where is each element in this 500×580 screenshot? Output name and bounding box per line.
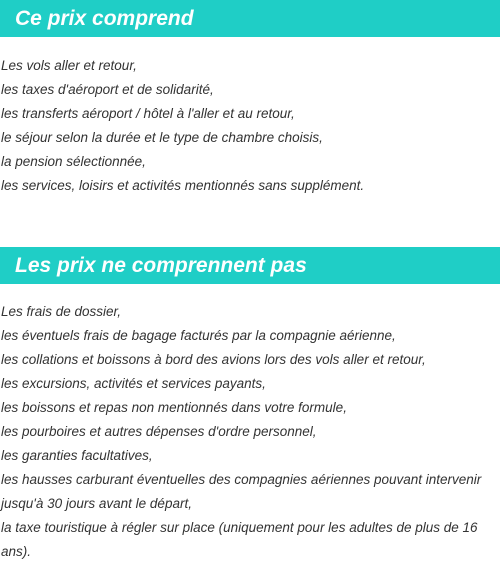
list-item: la pension sélectionnée, (1, 154, 146, 169)
list-item: les éventuels frais de bagage facturés par la compagnie aérienne, (1, 328, 396, 343)
includes-section (0, 0, 500, 37)
list-item: les collations et boissons à bord des avions lors des vols aller et retour, (1, 352, 426, 367)
list-item: les pourboires et autres dépenses d'ordre personnel, (1, 424, 317, 439)
includes-heading: Ce prix comprend (0, 0, 500, 37)
list-item: les hausses carburant éventuelles des compagnies aériennes pouvant intervenir jusqu'à 30 jours avant le départ, (1, 472, 482, 511)
list-item: les boissons et repas non mentionnés dans votre formule, (1, 400, 347, 415)
excludes-section (0, 247, 500, 284)
list-item: les taxes d'aéroport et de solidarité, (1, 82, 214, 97)
list-item: Les frais de dossier, (1, 304, 122, 319)
list-item: les garanties facultatives, (1, 448, 153, 463)
list-item: Les vols aller et retour, (1, 58, 137, 73)
list-item: les transferts aéroport / hôtel à l'aller et au retour, (1, 106, 295, 121)
includes-list (0, 54, 500, 198)
list-item: le séjour selon la durée et le type de chambre choisis, (1, 130, 323, 145)
excludes-heading: Les prix ne comprennent pas (0, 247, 500, 284)
list-item: les excursions, activités et services payants, (1, 376, 266, 391)
list-item: les services, loisirs et activités mentionnés sans supplément. (1, 178, 365, 193)
excludes-list (0, 300, 500, 564)
list-item: la taxe touristique à régler sur place (uniquement pour les adultes de plus de 16 ans). (1, 520, 478, 559)
